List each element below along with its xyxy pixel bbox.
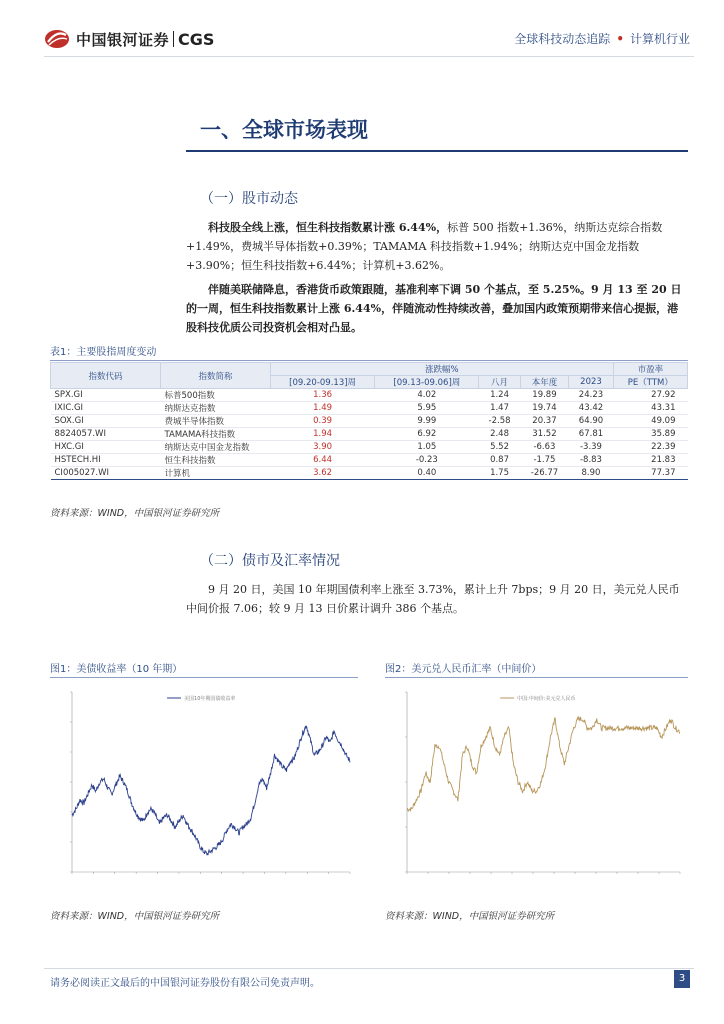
stock-p1-highlight: 科技股全线上涨，恒生科技指数累计涨 6.44%，	[208, 221, 448, 234]
series-line	[407, 717, 680, 811]
cell-index-code: HSTECH.HI	[51, 454, 161, 467]
bond-subsection-title: （二）债市及汇率情况	[200, 553, 340, 569]
fig1-caption: 图1：美债收益率（10 年期）	[50, 660, 358, 678]
table-body	[51, 389, 688, 480]
cell-change-value: 6.92	[375, 428, 479, 441]
fig2-chart	[385, 680, 688, 902]
cell-index-name: 标普500指数	[161, 389, 271, 402]
page-number: 3	[674, 970, 690, 988]
industry-label: 计算机行业	[629, 32, 690, 46]
table-source: 资料来源：WIND，中国银河证券研究所	[50, 508, 220, 519]
stock-paragraph-1	[186, 218, 688, 275]
header-period-2: [09.13-09.06]周	[375, 376, 479, 389]
cell-change-value: 19.74	[520, 402, 569, 415]
table-header-row-1	[51, 363, 688, 376]
header-pe: PE（TTM）	[613, 376, 687, 389]
company-logo	[44, 28, 214, 50]
cell-change-value: 3.62	[271, 467, 375, 480]
cell-change-value: 4.02	[375, 389, 479, 402]
stock-p2-body: 伴随美联储降息，香港货币政策跟随，基准利率下调 50 个基点，至 5.25%。9 月 13 至 20 日的一周，恒生科技指数累计上涨 6.44%，伴随流动性持续改善，叠加国内政策预期带来信心提振，港股科技优质公司投资机会相对凸显。	[186, 283, 682, 334]
cell-change-value: 5.95	[375, 402, 479, 415]
cell-change-value: 9.99	[375, 415, 479, 428]
cell-pe-value: 22.39	[613, 441, 687, 454]
page-header	[0, 0, 724, 62]
cell-change-value: 1.94	[271, 428, 375, 441]
series-line	[72, 726, 350, 855]
stock-paragraph-2	[186, 280, 688, 337]
fig1-svg	[50, 680, 358, 902]
cell-change-value: 0.40	[375, 467, 479, 480]
cell-index-code: SOX.GI	[51, 415, 161, 428]
cell-change-value: 8.90	[569, 467, 613, 480]
cell-change-value: 64.90	[569, 415, 613, 428]
fig2-svg	[385, 680, 688, 902]
cell-change-value: 0.39	[271, 415, 375, 428]
fig2-source: 资料来源：WIND，中国银河证券研究所	[385, 911, 555, 922]
cell-index-code: HXC.GI	[51, 441, 161, 454]
cell-index-code: 8824057.WI	[51, 428, 161, 441]
cell-change-value: 1.49	[271, 402, 375, 415]
header-period-3: 八月	[479, 376, 520, 389]
cell-change-value: 0.87	[479, 454, 520, 467]
cell-change-value: 67.81	[569, 428, 613, 441]
header-period-4: 本年度	[520, 376, 569, 389]
cell-change-value: 24.23	[569, 389, 613, 402]
logo-divider	[173, 31, 174, 47]
footer-disclaimer: 请务必阅读正文最后的中国银河证券股份有限公司免责声明。	[50, 978, 320, 989]
cell-change-value: 1.05	[375, 441, 479, 454]
cell-change-value: 5.52	[479, 441, 520, 454]
cell-index-code: CI005027.WI	[51, 467, 161, 480]
cell-change-value: 6.44	[271, 454, 375, 467]
cell-change-value: 2.48	[479, 428, 520, 441]
cell-pe-value: 35.89	[613, 428, 687, 441]
cell-change-value: 1.24	[479, 389, 520, 402]
galaxy-logo-icon	[44, 28, 70, 50]
cell-index-name: 纳斯达克指数	[161, 402, 271, 415]
index-table	[50, 362, 688, 480]
table-row	[51, 441, 688, 454]
cell-pe-value: 43.31	[613, 402, 687, 415]
cell-change-value: 1.75	[479, 467, 520, 480]
cell-index-name: 费城半导体指数	[161, 415, 271, 428]
cell-change-value: 19.89	[520, 389, 569, 402]
cell-index-code: IXIC.GI	[51, 402, 161, 415]
cell-index-code: SPX.GI	[51, 389, 161, 402]
fig2-caption: 图2：美元兑人民币汇率（中间价）	[385, 660, 688, 678]
footer-divider	[44, 968, 694, 969]
cell-change-value: -3.39	[569, 441, 613, 454]
cell-index-name: 计算机	[161, 467, 271, 480]
cell-change-value: -8.83	[569, 454, 613, 467]
cell-change-value: 1.47	[479, 402, 520, 415]
cell-change-value: -0.23	[375, 454, 479, 467]
header-report-info	[514, 30, 690, 47]
header-index-name: 指数简称	[161, 363, 271, 389]
header-divider	[44, 56, 694, 57]
table-row	[51, 415, 688, 428]
bond-paragraph: 9 月 20 日，美国 10 年期国债利率上涨至 3.73%，累计上升 7bps；9 月 20 日，美元兑人民币中间价报 7.06；较 9 月 13 日价累计调升 386 个基点。	[186, 583, 680, 615]
legend-label: 美国10年期国债收益率	[184, 696, 236, 702]
section-title-underline	[186, 150, 688, 152]
cell-change-value: 31.52	[520, 428, 569, 441]
table-row	[51, 402, 688, 415]
cell-pe-value: 49.09	[613, 415, 687, 428]
table-row	[51, 467, 688, 480]
cell-change-value: 1.36	[271, 389, 375, 402]
cell-change-value: -1.75	[520, 454, 569, 467]
cell-change-value: -2.58	[479, 415, 520, 428]
table-caption: 表1：主要股指周度变动	[50, 343, 688, 361]
report-series: 全球科技动态追踪	[514, 32, 611, 46]
cell-change-value: -6.63	[520, 441, 569, 454]
fig1-source: 资料来源：WIND，中国银河证券研究所	[50, 911, 220, 922]
header-index-code: 指数代码	[51, 363, 161, 389]
header-change: 涨跌幅%	[271, 363, 614, 376]
header-pe-top: 市盈率	[613, 363, 687, 376]
logo-english-name: CGS	[178, 29, 215, 49]
table-row	[51, 389, 688, 402]
cell-change-value: 3.90	[271, 441, 375, 454]
section-title: 一、全球市场表现	[200, 117, 368, 142]
stock-p1-body: 标普 500 指数+1.36%，纳斯达克综合指数+1.49%，费城半导体指数+0.39%；TAMAMA 科技指数+1.94%；纳斯达克中国金龙指数+3.90%；恒生科技指数+6.44%；计算机+3.62%。	[186, 221, 663, 272]
cell-pe-value: 27.92	[613, 389, 687, 402]
cell-change-value: 43.42	[569, 402, 613, 415]
legend-label: 中国:中间价:美元兑人民币	[517, 696, 576, 702]
cell-pe-value: 21.83	[613, 454, 687, 467]
cell-index-name: 恒生科技指数	[161, 454, 271, 467]
fig1-chart	[50, 680, 358, 902]
table-row	[51, 454, 688, 467]
cell-change-value: -26.77	[520, 467, 569, 480]
stock-subsection-title: （一）股市动态	[200, 191, 298, 207]
header-period-1: [09.20-09.13]周	[271, 376, 375, 389]
cell-pe-value: 77.37	[613, 467, 687, 480]
cell-change-value: 20.37	[520, 415, 569, 428]
header-period-5: 2023	[569, 376, 613, 389]
cell-index-name: TAMAMA科技指数	[161, 428, 271, 441]
bullet-dot: •	[616, 32, 624, 46]
cell-index-name: 纳斯达克中国金龙指数	[161, 441, 271, 454]
logo-chinese-name: 中国银河证券	[76, 30, 170, 49]
table-row	[51, 428, 688, 441]
